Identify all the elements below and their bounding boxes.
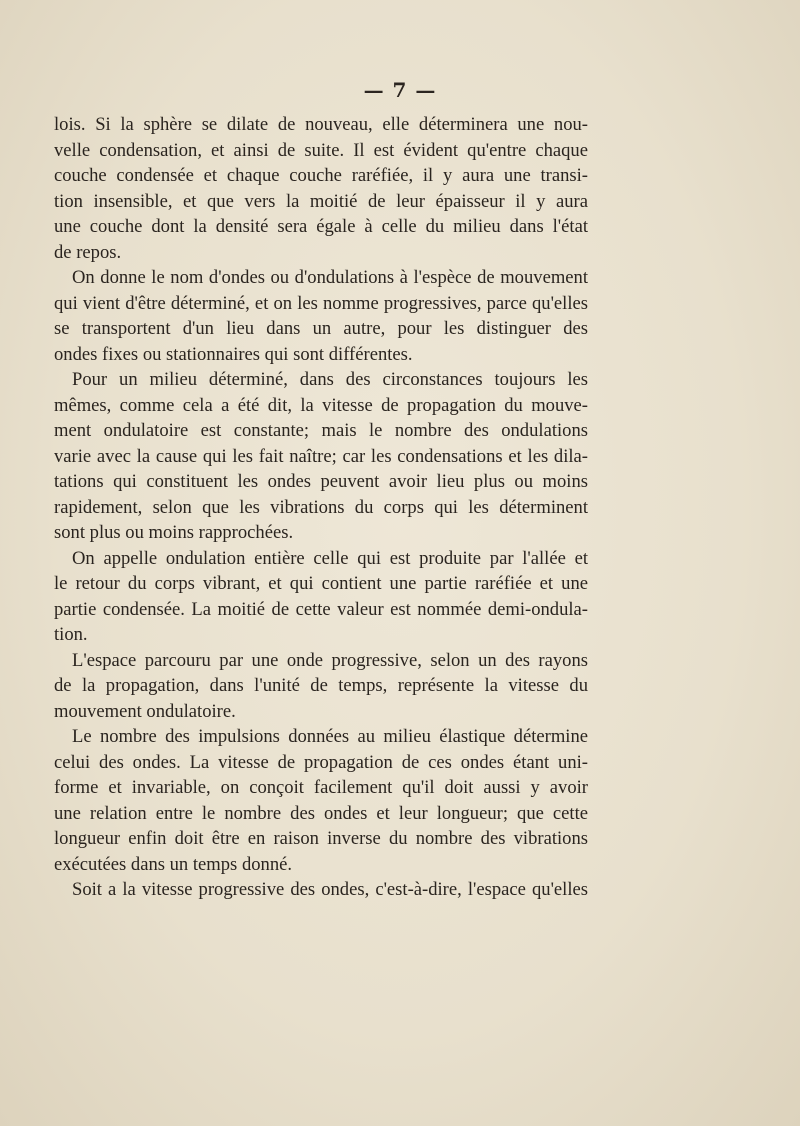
paragraph-5 <box>54 648 588 725</box>
text-line: Le nombre des impulsions données au milieu élastique détermine <box>72 726 588 747</box>
text-line: tations qui constituent les ondes peuvent avoir lieu plus ou moins <box>54 471 588 492</box>
text-line: lois. Si la sphère se dilate de nouveau, elle déterminera une nou- <box>54 114 588 135</box>
text-line: tion. <box>54 624 88 645</box>
paragraph-3 <box>54 367 588 546</box>
page-number: — 7 — <box>363 78 437 102</box>
text-line: Soit a la vitesse progressive des ondes, c'est-à-dire, l'espace qu'elles <box>72 879 588 900</box>
text-line: varie avec la cause qui les fait naître; car les condensations et les dila- <box>54 445 588 467</box>
paragraph-1 <box>54 112 588 265</box>
text-line: celui des ondes. La vitesse de propagation de ces ondes étant uni- <box>54 751 588 773</box>
text-line: ment ondulatoire est constante; mais le nombre des ondulations <box>54 420 588 441</box>
text-line: velle condensation, et ainsi de suite. Il est évident qu'entre chaque <box>54 139 588 161</box>
text-line: forme et invariable, on conçoit facilement qu'il doit aussi y avoir <box>54 777 588 798</box>
paragraph-4 <box>54 546 588 648</box>
text-line: ondes fixes ou stationnaires qui sont différentes. <box>54 343 413 365</box>
text-line: qui vient d'être déterminé, et on les nomme progressives, parce qu'elles <box>54 292 588 314</box>
text-line: On appelle ondulation entière celle qui est produite par l'allée et <box>72 547 588 569</box>
paragraph-6 <box>54 724 588 877</box>
paragraph-2 <box>54 265 588 367</box>
text-line: longueur enfin doit être en raison inverse du nombre des vibrations <box>54 828 588 849</box>
text-line: mêmes, comme cela a été dit, la vitesse de propagation du mouve- <box>54 394 588 416</box>
text-line: une relation entre le nombre des ondes et leur longueur; que cette <box>54 802 588 824</box>
body-text <box>54 112 588 903</box>
text-line: exécutées dans un temps donné. <box>54 853 293 875</box>
text-line: de la propagation, dans l'unité de temps, représente la vitesse du <box>54 675 588 696</box>
text-line: tion insensible, et que vers la moitié de leur épaisseur il y aura <box>54 190 588 212</box>
text-line: partie condensée. La moitié de cette valeur est nommée demi-ondula- <box>54 598 588 620</box>
text-line: de repos. <box>54 241 122 263</box>
text-line: rapidement, selon que les vibrations du corps qui les déterminent <box>54 496 588 518</box>
text-line: couche condensée et chaque couche raréfiée, il y aura une transi- <box>54 165 588 186</box>
paragraph-7 <box>54 877 588 903</box>
text-line: On donne le nom d'ondes ou d'ondulations à l'espèce de mouvement <box>72 267 588 288</box>
text-line: mouvement ondulatoire. <box>54 700 236 722</box>
text-line: L'espace parcouru par une onde progressive, selon un des rayons <box>72 649 588 671</box>
text-line: se transportent d'un lieu dans un autre, pour les distinguer des <box>54 318 588 339</box>
text-line: une couche dont la densité sera égale à celle du milieu dans l'état <box>54 216 588 237</box>
text-line: le retour du corps vibrant, et qui contient une partie raréfiée et une <box>54 573 588 594</box>
text-line: Pour un milieu déterminé, dans des circonstances toujours les <box>72 369 588 390</box>
text-line: sont plus ou moins rapprochées. <box>54 522 294 543</box>
